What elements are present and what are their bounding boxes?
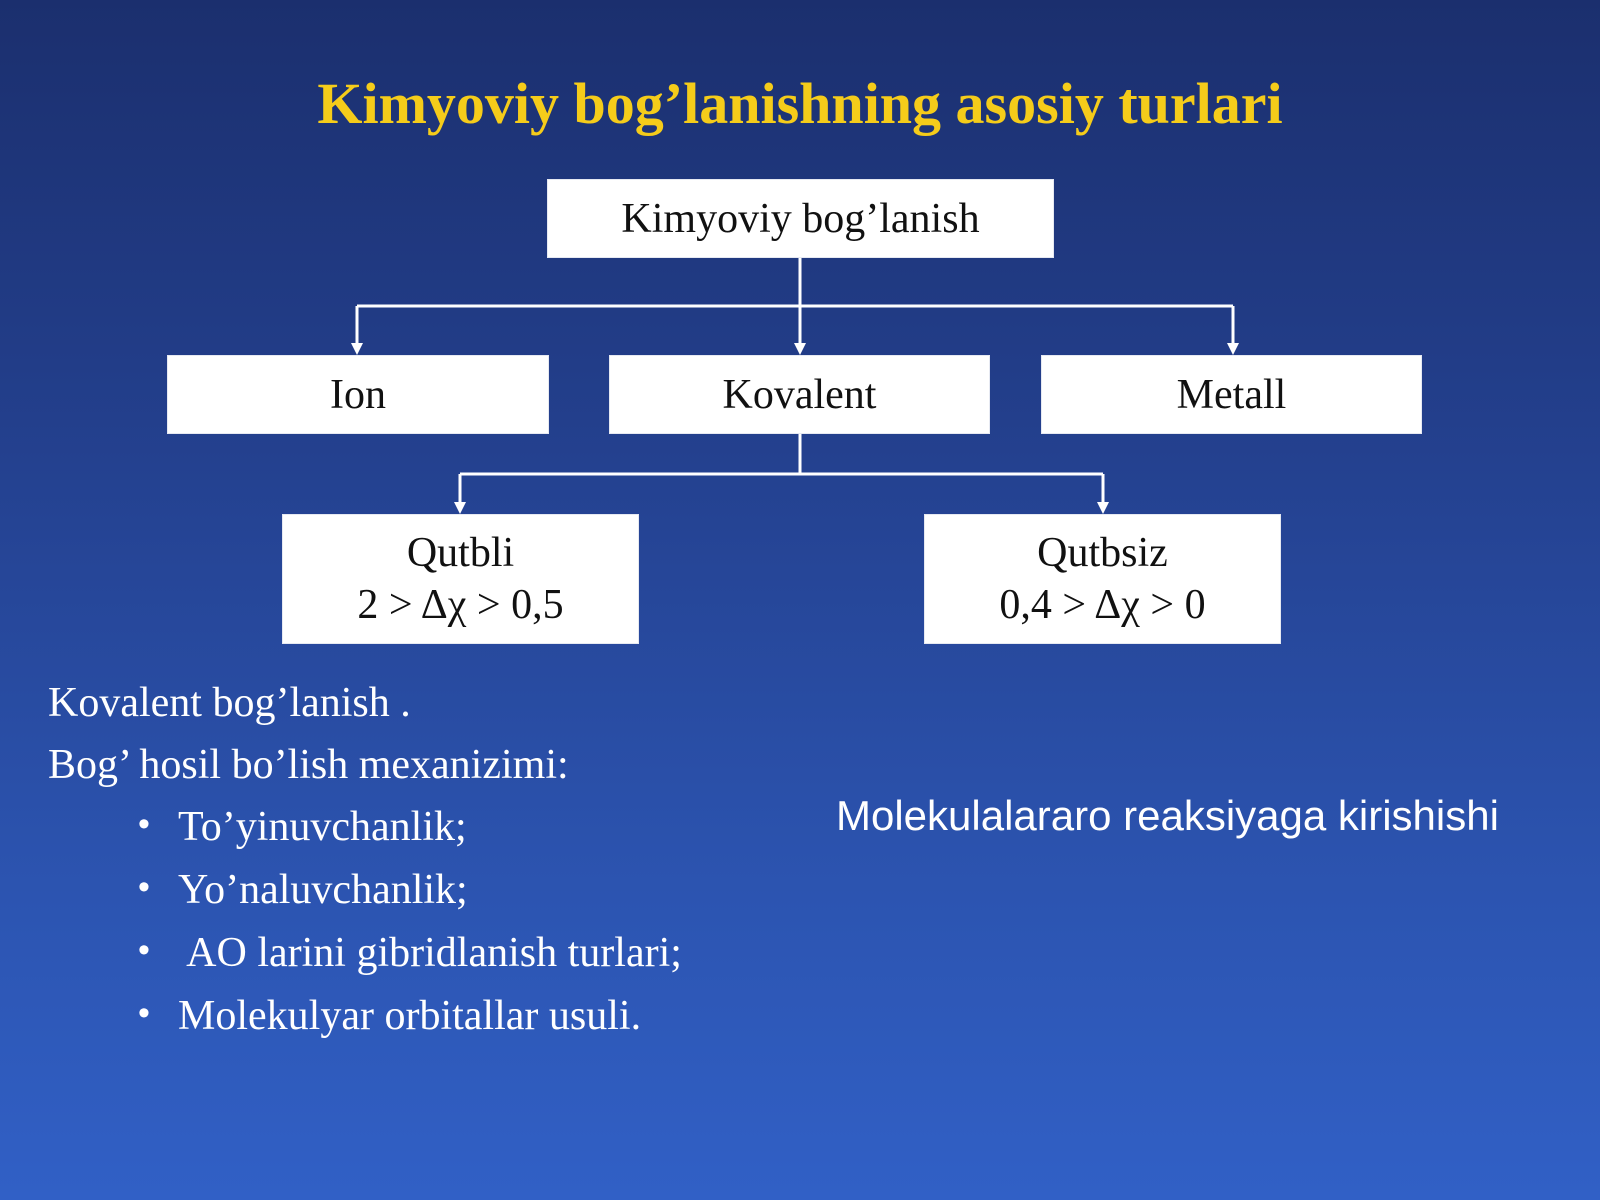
bullet-text: To’yinuvchanlik; [178,804,467,850]
qutbsiz-node-box [924,514,1281,644]
bullet-dot-icon: • [138,868,150,906]
kovalent-node-label: Kovalent [722,371,877,418]
body-line-2: Bog’ hosil bo’lish mexanizimi: [48,742,569,788]
bullet-item [48,859,808,922]
body-line-1: Kovalent bog’lanish . [48,680,411,726]
bullet-item [48,796,808,859]
qutbli-node-label: Qutbli [406,530,515,576]
metall-node-box [1041,355,1422,434]
qutbsiz-node-range: 0,4 > Δχ > 0 [999,582,1206,628]
body-text-block [48,672,808,1048]
bullet-dot-icon: • [138,931,150,969]
arrowhead-metall [1227,343,1239,355]
arrowhead-kovalent [794,343,806,355]
kovalent-node-box [609,355,990,434]
root-node-box [547,179,1054,258]
ion-node-label: Ion [330,371,386,418]
root-node-label: Kimyoviy bog’lanish [621,195,980,242]
qutbsiz-node-label: Qutbsiz [1037,530,1168,576]
ion-node-box [167,355,549,434]
bullet-text: AO larini gibridlanish turlari; [178,930,682,976]
metall-node-label: Metall [1176,371,1287,418]
bullet-dot-icon: • [138,994,150,1032]
arrowhead-qutbsiz [1097,502,1109,514]
arrowhead-qutbli [454,502,466,514]
bullet-list [48,796,808,1048]
bullet-item [48,985,808,1048]
arrowhead-ion [351,343,363,355]
qutbli-node-range: 2 > Δχ > 0,5 [357,582,564,628]
bullet-text: Yo’naluvchanlik; [178,867,468,913]
intermolecular-reaction-text: Molekulalararo reaksiyaga kirishishi [836,792,1499,839]
bullet-dot-icon: • [138,805,150,843]
qutbli-node-box [282,514,639,644]
bullet-text: Molekulyar orbitallar usuli. [178,993,642,1039]
bullet-item [48,922,808,985]
slide-title: Kimyoviy bog’lanishning asosiy turlari [317,71,1283,136]
